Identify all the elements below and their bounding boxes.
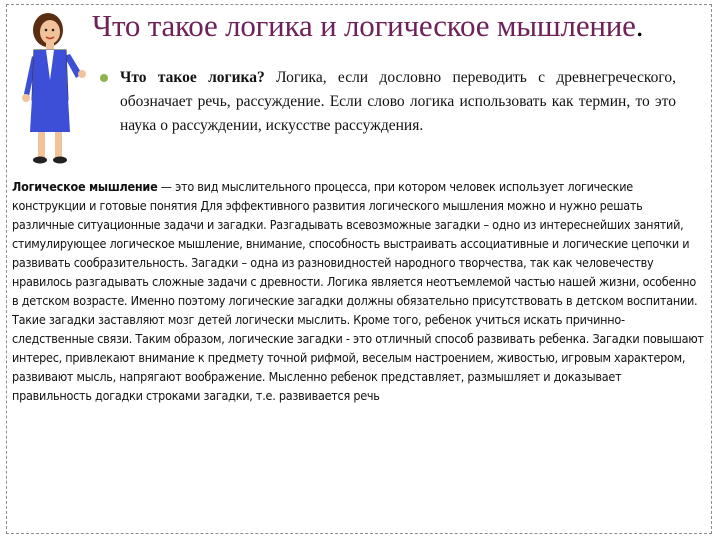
page-title: Что такое логика и логическое мышление. — [92, 8, 644, 43]
bullet-item — [100, 66, 676, 138]
teacher-figure-icon — [10, 8, 92, 168]
paragraph-term: Логическое мышление — [12, 179, 158, 194]
bullet-question: Что такое логика? — [120, 69, 265, 86]
body-paragraph — [12, 177, 704, 405]
bullet-answer: Логика, если дословно переводить с древнегреческого, обозначает речь, рассуждение. Если слово логика использовать как термин, то это наука о рассуждении, искусстве рассуждения. — [120, 69, 677, 134]
bullet-text — [120, 66, 676, 138]
paragraph-text: — это вид мыслительного процесса, при котором человек использует логические конструкции и готовые понятия Для эффективного развития логического мышления можно и нужно решать различные ситуационные задачи и загадки. Разгадывать всевозможные загадки – одно из интереснейших занятий, стимулирующее логическое мышление, внимание, способность выстраивать ассоциативные и логические цепочки и развивать сообразительность. Загадки – одна из разновидностей народного творчества, так как человечеству нравилось разгадывать сложные задачи с древности. Логика является неотъемлемой частью нашей жизни, особенно в детском возрасте. Именно поэтому логические загадки должны обязательно присутствовать в детском воспитании. Такие загадки заставляют мозг детей логически мыслить. Кроме того, ребенок учиться искать причинно-следственные связи. Таким образом, логические загадки - это отличный способ развивать ребенка. Загадки повышают интерес, привлекают внимание к предмету точной рифмой, веселым настроением, живостью, игровым характером, развивают мысль, напрягают воображение. Мысленно ребенок представляет, размышляет и доказывает правильность догадки строками загадки, т.е. развивается речь — [12, 179, 704, 403]
bullet-point-icon — [100, 74, 108, 82]
